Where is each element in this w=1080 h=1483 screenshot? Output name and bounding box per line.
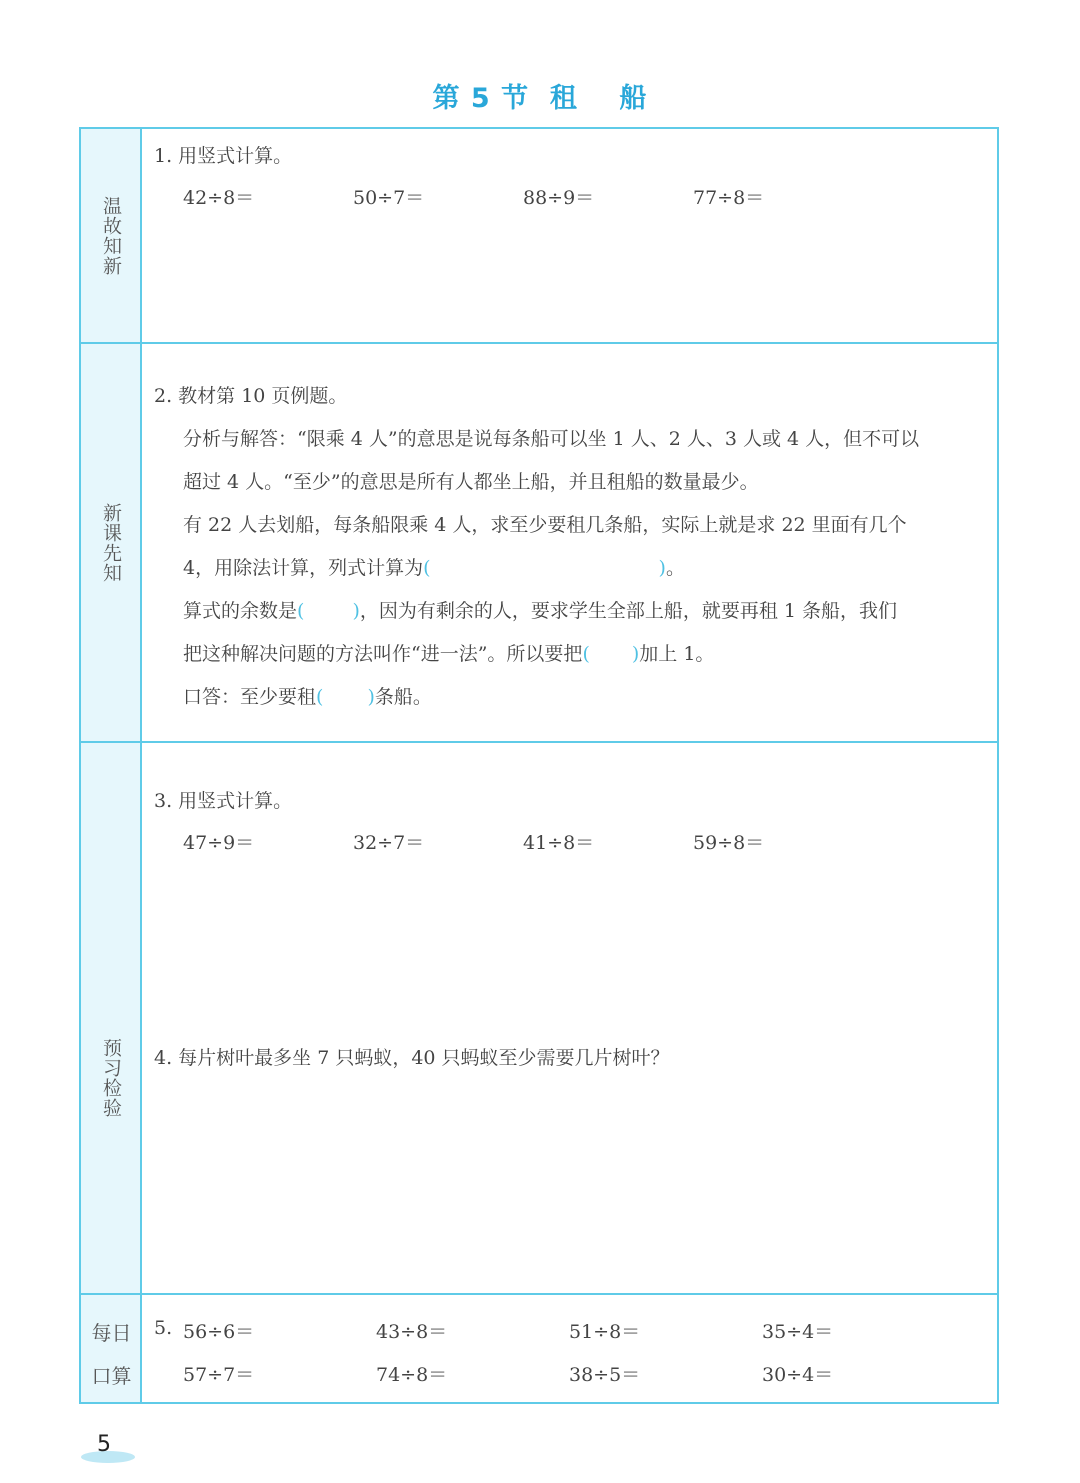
blank-close: ) [631, 643, 640, 665]
worksheet-frame [79, 127, 999, 1404]
q2-text: 条船。 [374, 686, 432, 708]
blank-close: ) [658, 557, 666, 579]
blank-open: ( [423, 557, 431, 579]
divider [81, 342, 997, 344]
q2-heading: 2. 教材第 10 页例题。 [154, 385, 348, 407]
q3-item: 47÷9＝ [183, 832, 255, 854]
q2-text: 加上 1。 [639, 643, 715, 665]
q2-text: 。 [665, 557, 685, 579]
divider [81, 741, 997, 743]
section-label-check: 预习检验 [100, 1038, 122, 1118]
blank-open: ( [582, 643, 590, 665]
q2-line-with-blank [183, 553, 685, 580]
daily-label-line1: 每日 [91, 1321, 132, 1345]
q2-text: 把这种解决问题的方法叫作“进一法”。所以要把 [183, 643, 583, 665]
q3-item: 32÷7＝ [353, 832, 425, 854]
q2-line: 超过 4 人。“至少”的意思是所有人都坐上船，并且租船的数量最少。 [183, 471, 759, 493]
q2-text: 4，用除法计算，列式计算为 [183, 557, 424, 579]
q5-item: 56÷6＝ [183, 1321, 255, 1343]
blank-open: ( [316, 686, 324, 708]
q5-number: 5. [154, 1317, 173, 1339]
q5-item: 38÷5＝ [569, 1364, 641, 1386]
q4-heading: 4. 每片树叶最多坐 7 只蚂蚁，40 只蚂蚁至少需要几片树叶？ [154, 1047, 670, 1069]
q2-text: 口答：至少要租 [183, 686, 317, 708]
q2-text: 算式的余数是 [183, 600, 298, 622]
q5-item: 30÷4＝ [762, 1364, 834, 1386]
q5-item: 57÷7＝ [183, 1364, 255, 1386]
section-label-review: 温故知新 [100, 195, 122, 276]
q1-item: 77÷8＝ [693, 187, 765, 209]
q1-item: 50÷7＝ [353, 187, 425, 209]
q5-item: 74÷8＝ [376, 1364, 448, 1386]
q5-item: 35÷4＝ [762, 1321, 834, 1343]
q5-item: 51÷8＝ [569, 1321, 641, 1343]
blank-close: ) [367, 686, 375, 708]
divider [81, 1293, 997, 1295]
q2-line-with-blank [183, 596, 897, 623]
q1-heading: 1. 用竖式计算。 [154, 145, 293, 167]
q1-item: 88÷9＝ [523, 187, 595, 209]
page-number: 5 [97, 1432, 111, 1457]
q2-line-with-blank [183, 682, 432, 709]
q5-item: 43÷8＝ [376, 1321, 448, 1343]
q3-item: 41÷8＝ [523, 832, 595, 854]
q2-line-with-blank [183, 639, 714, 666]
blank-close: ) [352, 600, 360, 622]
section-label-preview: 新课先知 [100, 502, 122, 583]
daily-label-line2: 口算 [91, 1364, 132, 1388]
q2-text: ，因为有剩余的人，要求学生全部上船，就要再租 1 条船，我们 [359, 600, 898, 622]
blank-open: ( [297, 600, 305, 622]
page-title: 第 5 节 租 船 [432, 83, 648, 114]
section-label-daily [81, 1295, 142, 1404]
q3-item: 59÷8＝ [693, 832, 765, 854]
q3-heading: 3. 用竖式计算。 [154, 790, 293, 812]
q2-line: 有 22 人去划船，每条船限乘 4 人，求至少要租几条船，实际上就是求 22 里面有几个 [183, 514, 907, 536]
q2-line: 分析与解答：“限乘 4 人”的意思是说每条船可以坐 1 人、2 人、3 人或 4 人，但不可以 [183, 428, 920, 450]
q1-item: 42÷8＝ [183, 187, 255, 209]
